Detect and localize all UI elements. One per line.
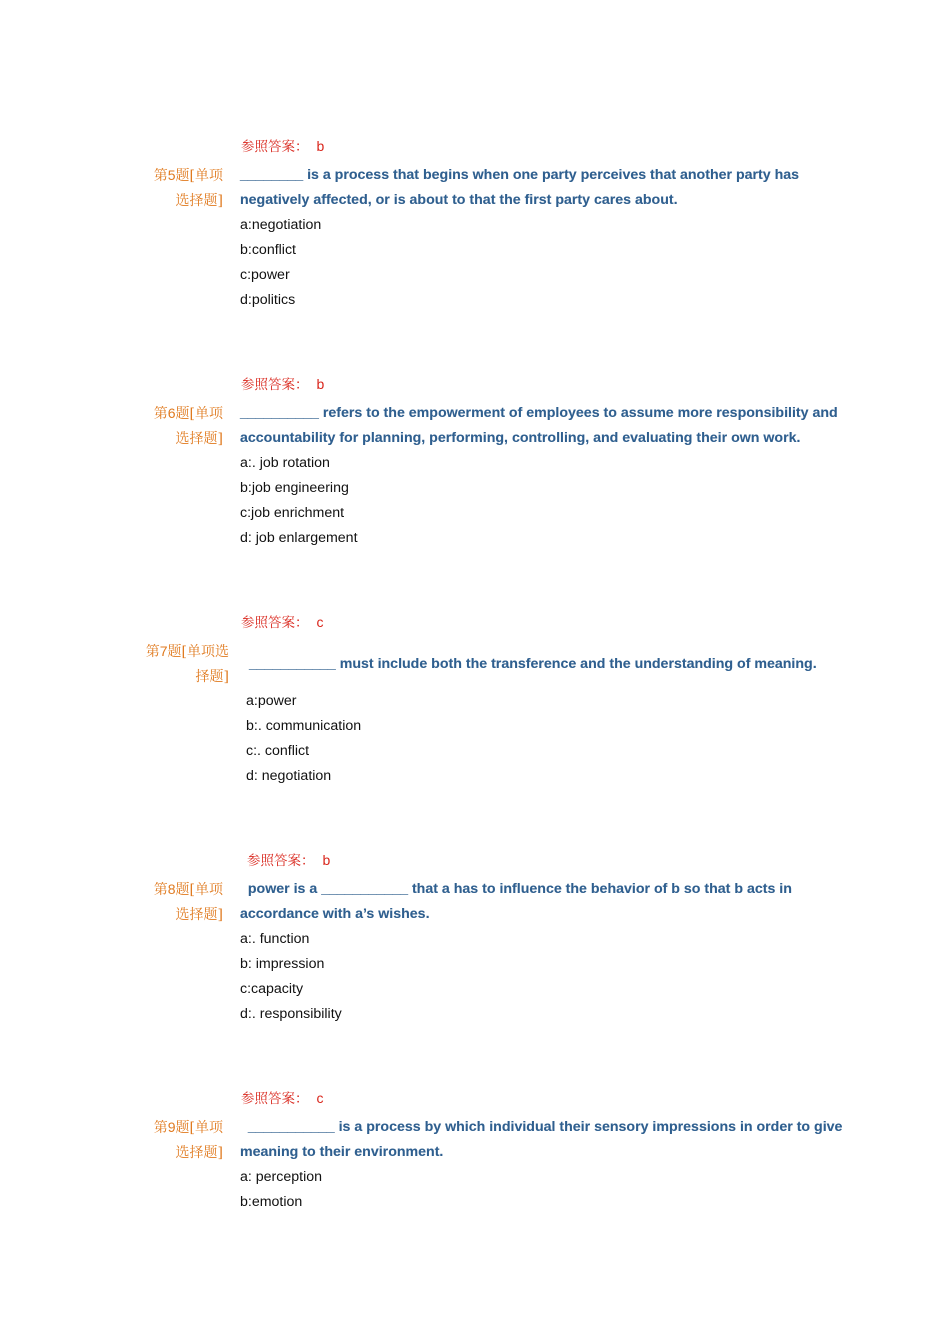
option-list [240,1165,322,1215]
option-b[interactable]: b:job engineering [240,480,349,496]
reference-answer [241,611,324,631]
option-c[interactable]: c:power [240,267,290,283]
option-list [240,927,342,1027]
num-prefix: 第 [145,644,160,660]
answer-value: b [316,138,325,154]
reference-answer [241,135,324,155]
option-b[interactable]: b:emotion [240,1194,303,1210]
option-list [240,451,358,551]
question-type-2: 选择题] [175,1145,223,1161]
answer-label: 参照答案： [247,853,315,869]
num-prefix: 第 [153,882,168,898]
option-c[interactable]: c:capacity [240,981,304,997]
num-value: 5 [167,167,176,183]
question-type-2: 选择题] [175,907,223,923]
option-c[interactable]: c:job enrichment [240,505,345,521]
option-a[interactable]: a:. function [240,931,310,947]
option-list [246,689,361,789]
num-value: 7 [159,643,168,659]
question-stem [240,163,799,213]
stem-line-1: power is a ___________ that a has to influence the behavior of b so that b acts in [240,881,792,897]
option-b[interactable]: b:. communication [246,718,362,734]
question-type-2: 选择题] [175,431,223,447]
answer-value: c [316,1090,324,1106]
option-d[interactable]: d: negotiation [246,768,332,784]
stem-line-2: negatively affected, or is about to that the first party cares about. [240,192,678,208]
option-a[interactable]: a:. job rotation [240,455,330,471]
stem-line-1: ___________ is a process by which individual their sensory impressions in order to give [240,1119,843,1135]
stem-line-1: __________ refers to the empowerment of employees to assume more responsibility and [240,405,838,421]
stem-line-2: accountability for planning, performing, controlling, and evaluating their own work. [240,430,801,446]
answer-label: 参照答案： [241,1091,309,1107]
stem-line-2: meaning to their environment. [240,1144,444,1160]
num-prefix: 第 [153,406,168,422]
num-value: 9 [167,1119,176,1135]
option-b[interactable]: b: impression [240,956,325,972]
answer-value: c [316,614,324,630]
question-number [146,639,229,690]
num-prefix: 第 [153,1120,168,1136]
question-type-2: 择题] [195,669,229,685]
option-d[interactable]: d:politics [240,292,296,308]
answer-label: 参照答案： [241,377,309,393]
option-d[interactable]: d:. responsibility [240,1006,342,1022]
question-type-1: 题[单项 [175,882,223,898]
answer-label: 参照答案： [241,615,309,631]
question-number [154,163,223,214]
question-stem [240,877,792,927]
num-value: 8 [167,881,176,897]
answer-label: 参照答案： [241,139,309,155]
reference-answer [241,1087,324,1107]
stem-line-1: ________ is a process that begins when one party perceives that another party has [240,167,800,183]
question-stem [249,652,817,677]
question-type-1: 题[单项 [175,168,223,184]
question-type-2: 选择题] [175,193,223,209]
option-a[interactable]: a:power [246,693,297,709]
reference-answer [241,373,324,393]
num-prefix: 第 [153,168,168,184]
answer-value: b [316,376,325,392]
num-value: 6 [167,405,176,421]
option-c[interactable]: c:. conflict [246,743,310,759]
option-a[interactable]: a:negotiation [240,217,322,233]
option-d[interactable]: d: job enlargement [240,530,358,546]
reference-answer [247,849,330,869]
question-stem [240,401,838,451]
question-type-1: 题[单项选 [167,644,229,660]
stem-line-1: ___________ must include both the transference and the understanding of meaning. [249,656,817,672]
question-number [154,1115,223,1166]
option-b[interactable]: b:conflict [240,242,296,258]
question-type-1: 题[单项 [175,406,223,422]
stem-line-2: accordance with a’s wishes. [240,906,430,922]
option-list [240,213,321,313]
question-number [154,877,223,928]
option-a[interactable]: a: perception [240,1169,323,1185]
question-type-1: 题[单项 [175,1120,223,1136]
question-number [154,401,223,452]
answer-value: b [322,852,331,868]
question-stem [240,1115,842,1165]
